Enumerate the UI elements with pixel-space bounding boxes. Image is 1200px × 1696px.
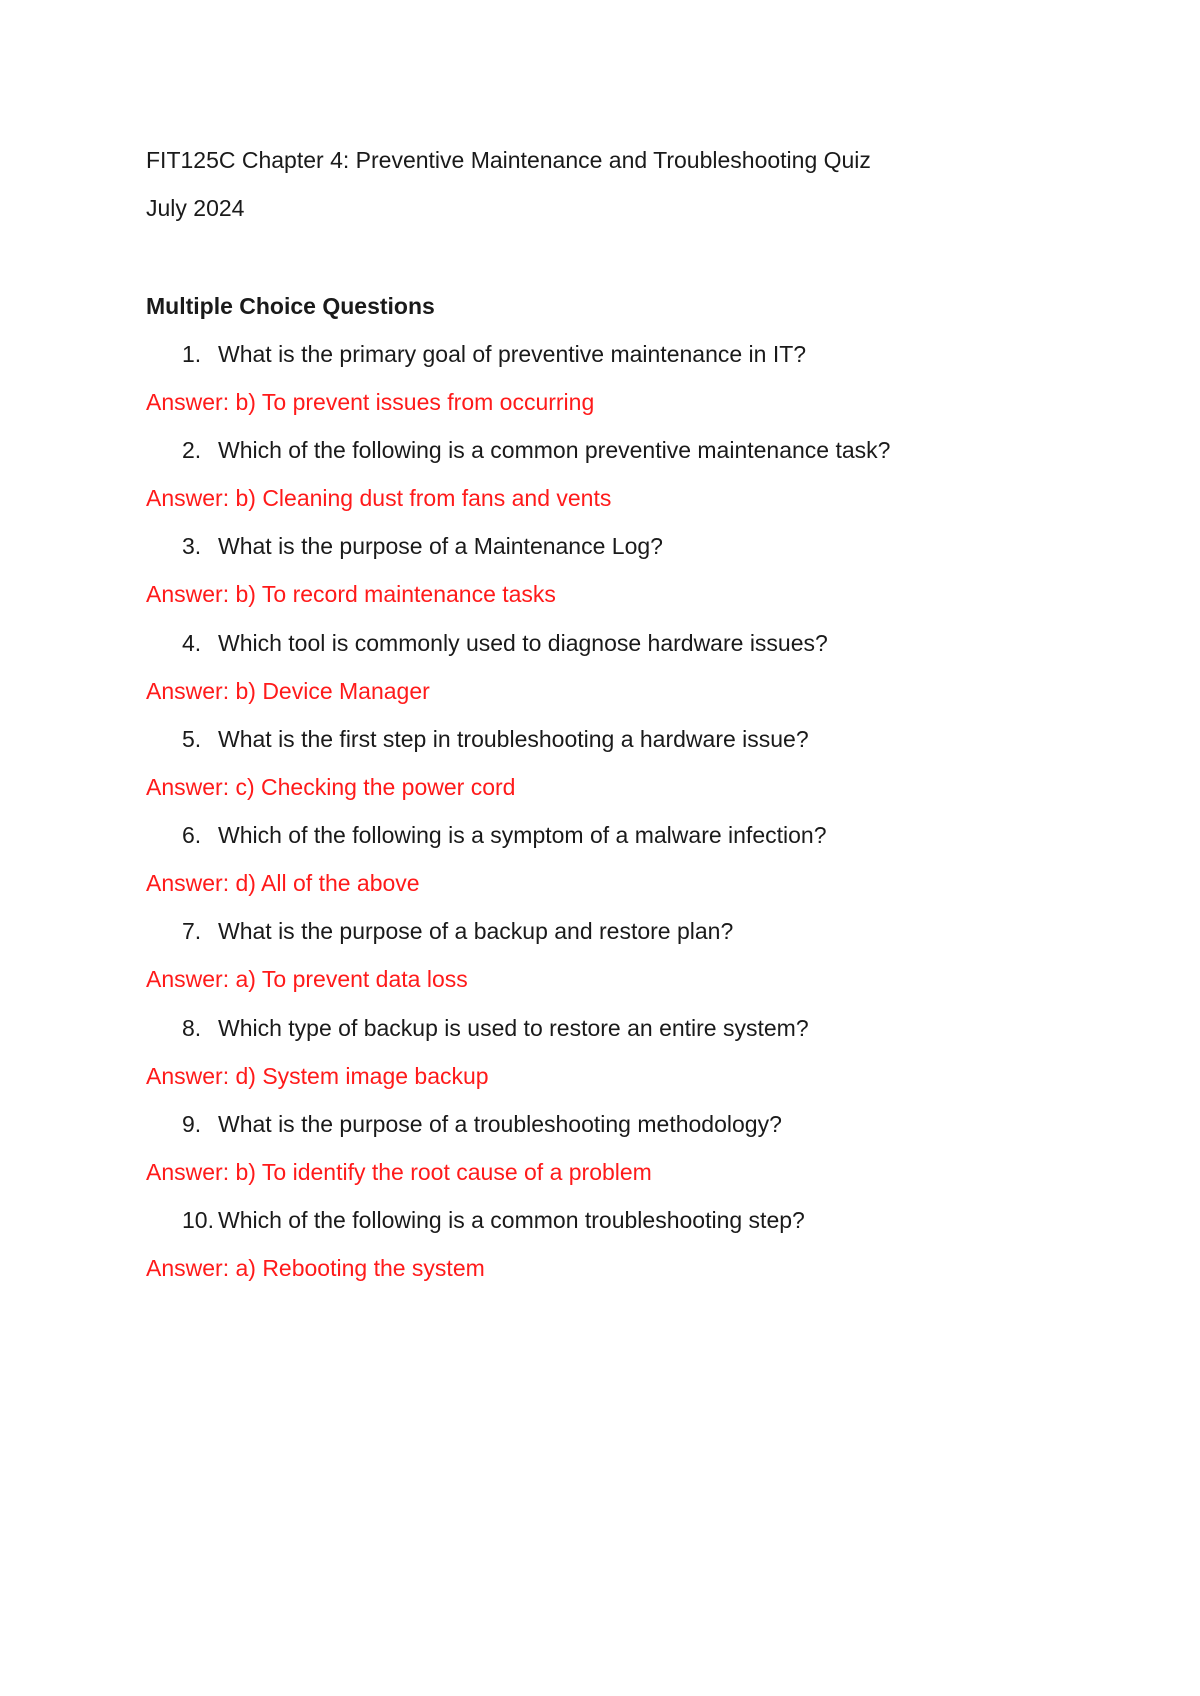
answer-5: Answer: c) Checking the power cord: [146, 774, 516, 800]
question-number: 1.: [182, 341, 202, 367]
question-text: Which tool is commonly used to diagnose hardware issues?: [218, 630, 828, 656]
answer-7: Answer: a) To prevent data loss: [146, 966, 468, 992]
document-date: July 2024: [146, 195, 245, 221]
answer-1: Answer: b) To prevent issues from occurring: [146, 389, 595, 415]
question-text: Which of the following is a common troubleshooting step?: [218, 1207, 805, 1233]
question-7: [182, 916, 733, 946]
question-text: Which of the following is a common preventive maintenance task?: [218, 437, 891, 463]
answer-9: Answer: b) To identify the root cause of a problem: [146, 1159, 652, 1185]
question-number: 2.: [182, 437, 202, 463]
answer-8: Answer: d) System image backup: [146, 1063, 489, 1089]
question-number: 3.: [182, 533, 202, 559]
question-text: What is the purpose of a troubleshooting methodology?: [218, 1111, 782, 1137]
question-number: 5.: [182, 726, 202, 752]
question-number: 10.: [182, 1207, 214, 1233]
section-heading: Multiple Choice Questions: [146, 293, 435, 319]
question-3: [182, 531, 663, 561]
answer-4: Answer: b) Device Manager: [146, 678, 430, 704]
question-text: What is the purpose of a Maintenance Log?: [218, 533, 663, 559]
question-9: [182, 1109, 782, 1139]
question-text: What is the primary goal of preventive maintenance in IT?: [218, 341, 807, 367]
answer-6: Answer: d) All of the above: [146, 870, 420, 896]
question-10: [182, 1205, 805, 1235]
question-4: [182, 628, 828, 658]
answer-10: Answer: a) Rebooting the system: [146, 1255, 485, 1281]
question-text: Which of the following is a symptom of a malware infection?: [218, 822, 827, 848]
question-number: 8.: [182, 1015, 202, 1041]
question-number: 7.: [182, 918, 202, 944]
question-5: [182, 724, 809, 754]
answer-3: Answer: b) To record maintenance tasks: [146, 581, 556, 607]
question-number: 6.: [182, 822, 202, 848]
question-number: 4.: [182, 630, 202, 656]
question-text: Which type of backup is used to restore an entire system?: [218, 1015, 809, 1041]
question-2: [182, 435, 890, 465]
question-1: [182, 339, 806, 369]
question-text: What is the first step in troubleshooting a hardware issue?: [218, 726, 809, 752]
question-6: [182, 820, 827, 850]
question-number: 9.: [182, 1111, 202, 1137]
document-title: FIT125C Chapter 4: Preventive Maintenance and Troubleshooting Quiz: [146, 147, 871, 173]
question-text: What is the purpose of a backup and restore plan?: [218, 918, 734, 944]
answer-2: Answer: b) Cleaning dust from fans and vents: [146, 485, 612, 511]
question-8: [182, 1013, 809, 1043]
